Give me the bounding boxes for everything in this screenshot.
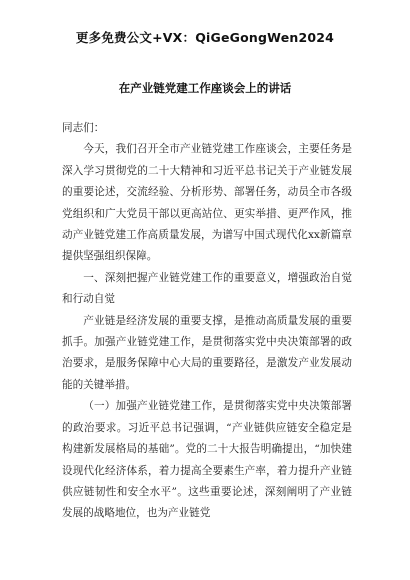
document-title: 在产业链党建工作座谈会上的讲话 [118, 81, 292, 95]
document-body [62, 118, 352, 525]
paragraph-section-1-intro: 产业链是经济发展的重要支撑，是推动高质量发展的重要抓手。加强产业链党建工作，是贯彻落实党中央决策部署的政治要求，是服务保障中心大局的重要路径，是激发产业发展动能的关键举措。 [62, 314, 352, 391]
salutation: 同志们： [62, 122, 105, 134]
paragraph-subsection-1: （一）加强产业链党建工作，是贯彻落实党中央决策部署的政治要求。习近平总书记强调，“产业链供应链安全稳定是构建新发展格局的基础”。党的二十大报告明确提出，“加快建设现代化经济体系，着力提高全要素生产率，着力提升产业链供应链韧性和安全水平”。这些重要论述，深刻阐明了产业链发展的战略地位，也为产业链党 [62, 400, 352, 520]
paragraph-opening: 今天，我们召开全市产业链党建工作座谈会，主要任务是深入学习贯彻党的二十大精神和习近平总书记关于产业链发展的重要论述，交流经验、分析形势、部署任务，动员全市各级党组织和广大党员干部以更高站位、更实举措、更严作风，推动产业链党建工作高质量发展，为谱写中国式现代化xx新篇章提供坚强组织保障。 [62, 143, 352, 263]
watermark-header: 更多免费公文+VX：QiGeGongWen2024 [75, 30, 335, 45]
section-heading-1: 一、深刻把握产业链党建工作的重要意义，增强政治自觉和行动自觉 [62, 271, 352, 306]
